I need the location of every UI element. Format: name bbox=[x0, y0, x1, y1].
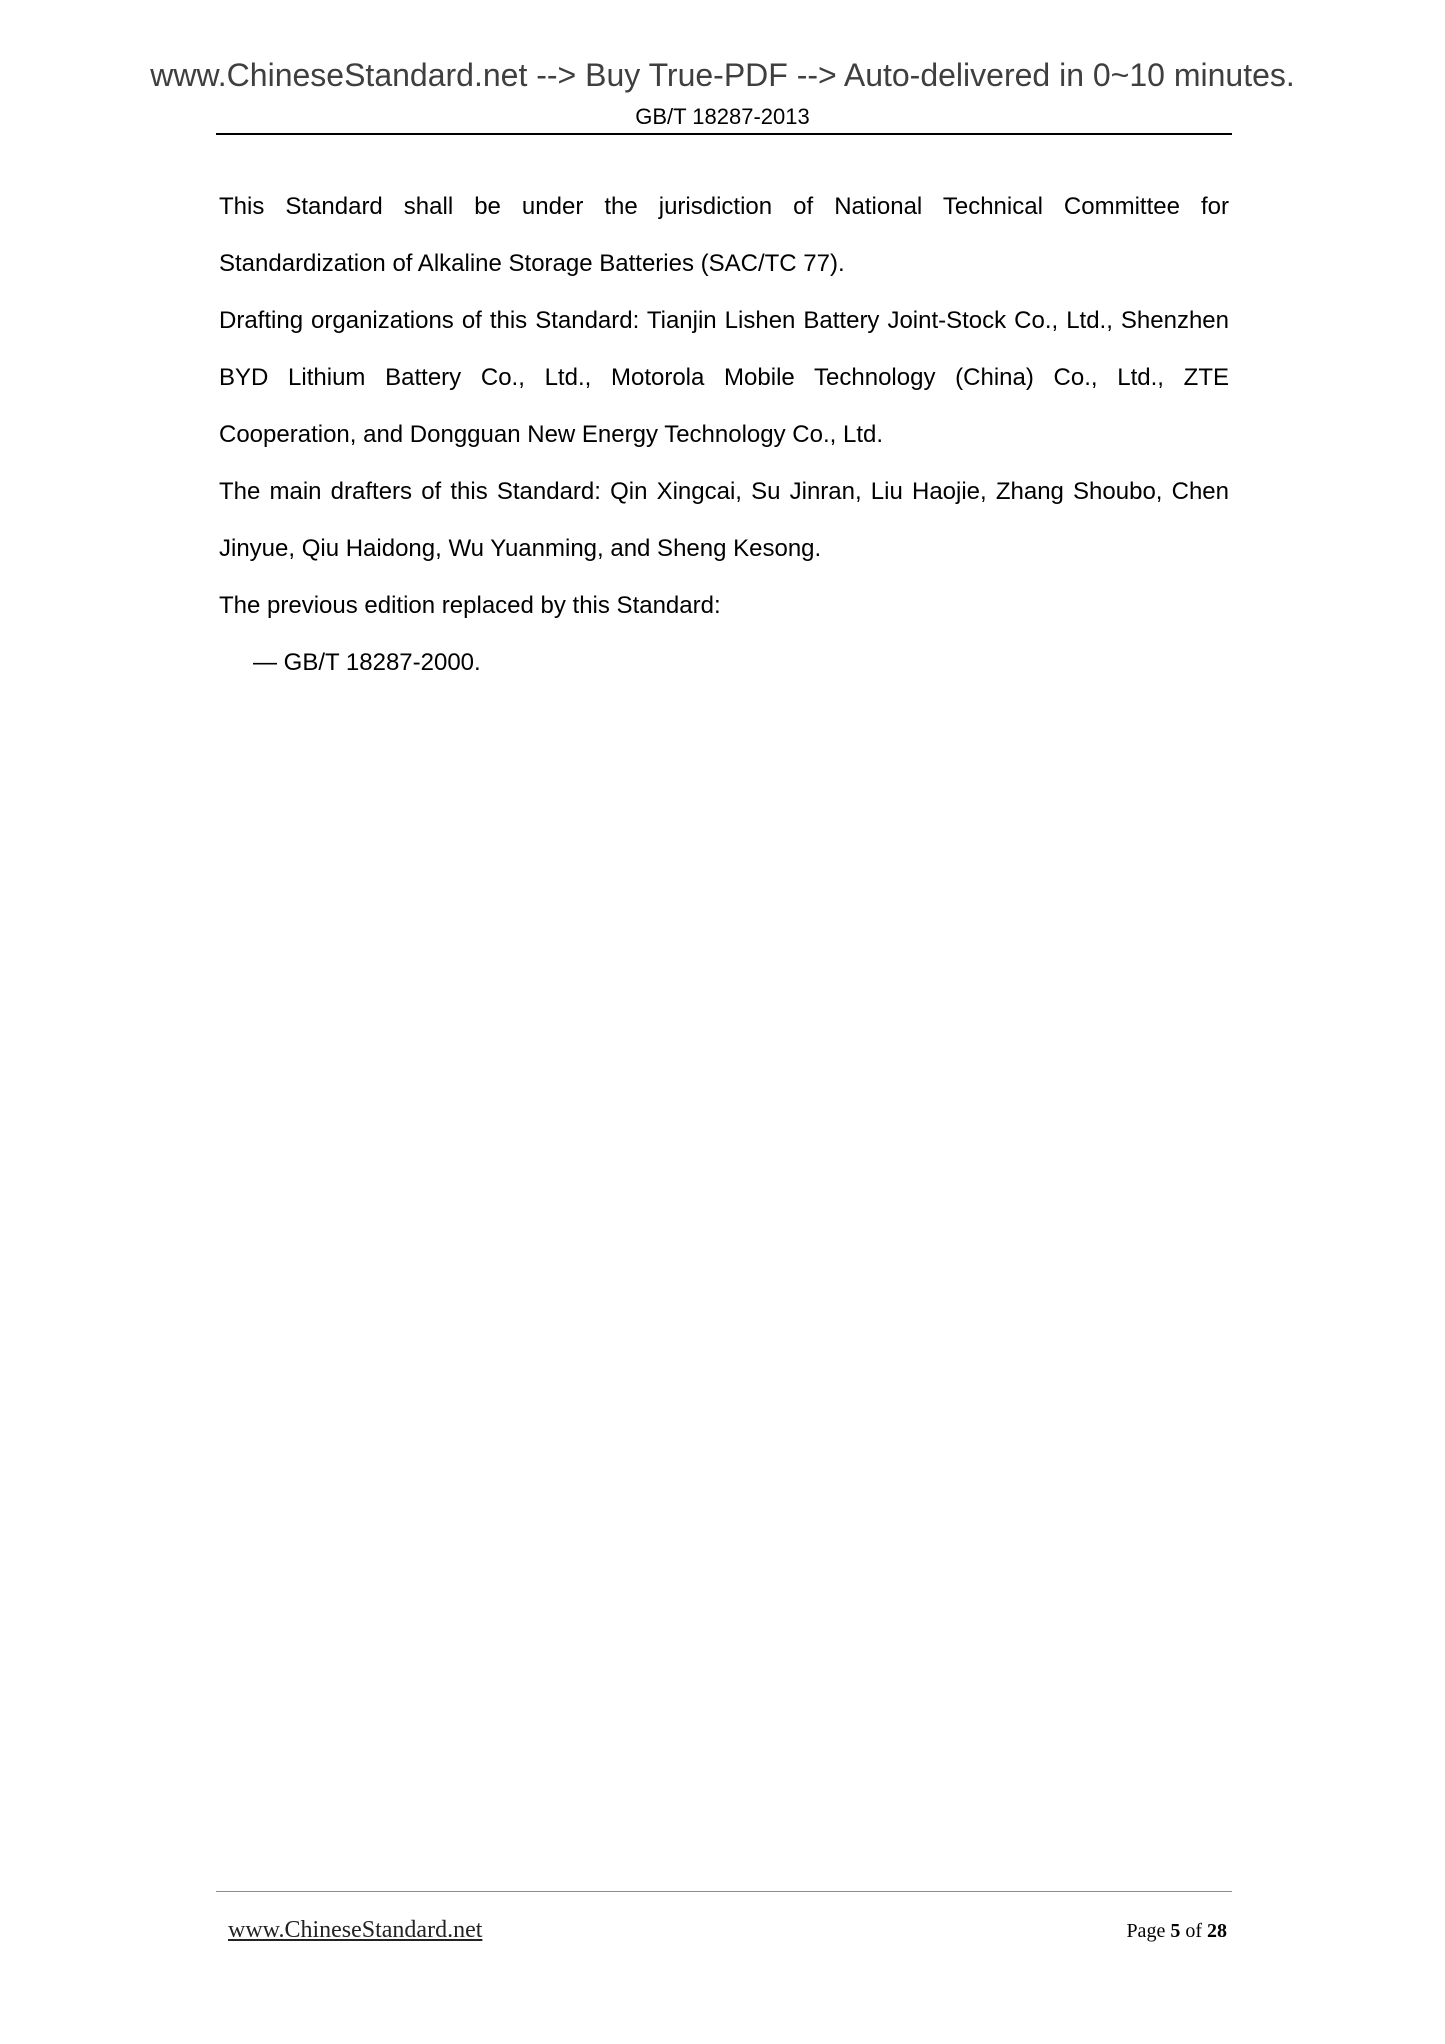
footer-divider bbox=[216, 1891, 1232, 1892]
site-banner: www.ChineseStandard.net --> Buy True-PDF --> Auto-delivered in 0~10 minutes. bbox=[150, 57, 1295, 93]
page-current: 5 bbox=[1170, 1920, 1181, 1942]
paragraph-jurisdiction: This Standard shall be under the jurisdiction of National Technical Committee for Standardization of Alkaline Storage Batteries (SAC/TC 77). bbox=[219, 193, 1229, 277]
paragraph-previous-edition: The previous edition replaced by this Standard: bbox=[219, 592, 721, 619]
list-item-previous-edition: — GB/T 18287-2000. bbox=[253, 649, 481, 676]
page-number bbox=[1126, 1918, 1227, 1944]
paragraph-main-drafters: The main drafters of this Standard: Qin Xingcai, Su Jinran, Liu Haojie, Zhang Shoubo, Chen Jinyue, Qiu Haidong, Wu Yuanming, and Sheng Kesong. bbox=[219, 478, 1229, 562]
document-code: GB/T 18287-2013 bbox=[635, 104, 810, 129]
page-of: of bbox=[1185, 1920, 1202, 1942]
document-body bbox=[219, 178, 1229, 691]
page-total: 28 bbox=[1207, 1920, 1227, 1942]
header-divider bbox=[216, 133, 1232, 135]
page-label: Page bbox=[1126, 1920, 1166, 1942]
paragraph-drafting-organizations: Drafting organizations of this Standard: Tianjin Lishen Battery Joint-Stock Co., Ltd., Shenzhen BYD Lithium Battery Co., Ltd., Motorola Mobile Technology (China) Co., Ltd., ZTE Cooperation, and Dongguan New Energy Technology Co., Ltd. bbox=[219, 307, 1229, 448]
footer-site-link[interactable]: www.ChineseStandard.net bbox=[228, 1917, 483, 1943]
